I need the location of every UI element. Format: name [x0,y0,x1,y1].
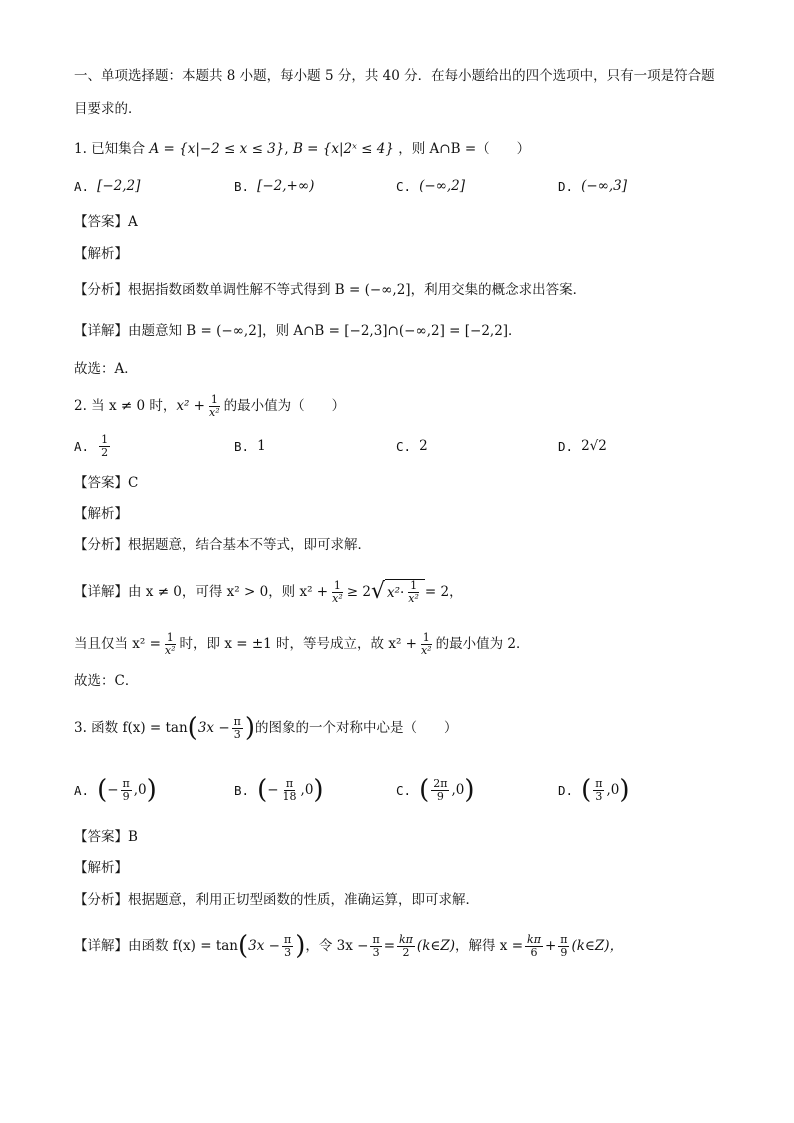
q1-xiangjie: 【详解】由题意知 B = (−∞,2]，则 A∩B = [−2,3]∩(−∞,2] = [−2,2]． [74,323,522,339]
fraction-numerator: 1 [410,579,418,592]
q3-pi-over-3 [282,934,293,959]
q2-select: 故选：C． [74,673,139,689]
q2-fraction [207,394,222,419]
left-paren: ( [419,775,430,805]
fraction-denominator: x² [164,643,176,657]
fraction-numerator: π [560,932,568,946]
q3-prefix: 3. 函数 f(x) = tan [74,720,188,736]
option-tail: ,0 [133,782,147,798]
option-letter: C. [396,782,412,798]
option-letter: D. [558,782,574,798]
q2-option-b[interactable] [234,428,266,464]
q2-xiangjie-c: = 2， [424,584,463,600]
q3-fenxi: 【分析】根据题意，利用正切型函数的性质，准确运算，即可求解． [74,892,479,908]
q1-option-d[interactable] [558,168,627,204]
q3-inner-head: 3x − [248,938,280,954]
right-paren: ) [295,931,306,961]
fraction-numerator: 1 [210,392,218,406]
q2-equal-a: 当且仅当 x² = [74,636,161,652]
fraction-denominator: 3 [284,945,292,959]
option-tail: ,0 [606,782,620,798]
q3-pi-over-3-b [370,934,381,959]
left-paren: ( [97,775,108,805]
fraction-denominator: x² [420,643,432,657]
option-text: 2 [419,438,428,454]
section-heading-line2: 目要求的． [74,101,142,117]
q2-option-a[interactable] [74,428,112,464]
option-letter: D. [558,178,574,194]
q1-option-a[interactable] [74,168,140,204]
option-sign: − [267,782,279,798]
q3-kpi-over-6 [525,934,543,959]
q1-option-c[interactable] [396,168,465,204]
option-letter: C. [396,178,412,194]
radical-sign: √ [370,579,385,604]
fraction-numerator: kπ [399,932,413,946]
q1-fenxi: 【分析】根据指数函数单调性解不等式得到 B = (−∞,2]，利用交集的概念求出答案． [74,282,587,298]
fraction-numerator: π [595,776,603,790]
q3-stem [74,706,458,750]
q2-equal-fraction-2 [419,632,434,657]
fraction-denominator: 3 [595,789,603,803]
q3-option-d[interactable] [558,770,630,810]
q3-plus: + [544,938,557,954]
option-text: 2√2 [581,438,607,454]
option-letter: A. [74,178,90,194]
option-letter: B. [234,438,250,454]
option-sign: − [107,782,119,798]
fraction-denominator: 9 [122,789,130,803]
q2-answer: 【答案】C [74,475,139,491]
q2-prefix: 2. 当 x ≠ 0 时， [74,398,177,414]
q3-ask: 的图象的一个对称中心是（ ） [255,720,458,736]
q2-stem [74,388,345,424]
option-fraction [121,778,132,803]
fraction-numerator: π [372,932,380,946]
q2-expr-head: x² + [176,398,205,414]
q3-xiangjie-b: ，令 3x − [305,938,369,954]
section-heading-line1: 一、单项选择题：本题共 8 小题，每小题 5 分，共 40 分．在每小题给出的四个选项中，只有一项是符合题 [74,68,715,84]
option-letter: A. [74,782,90,798]
fraction-numerator: π [285,776,294,790]
q1-prefix: 1. 已知集合 [74,141,146,157]
q3-answer: 【答案】B [74,829,138,845]
fraction-denominator: 9 [436,789,444,803]
fraction-denominator: 6 [530,945,538,959]
option-fraction [431,778,449,803]
fraction-denominator: 9 [560,945,568,959]
q3-xiangjie [74,924,623,968]
left-paren: ( [238,931,249,961]
q3-xiangjie-c: = [383,938,396,954]
option-letter: A. [74,438,90,454]
q2-analysis-label: 【解析】 [74,506,128,522]
q2-ask: 的最小值为（ ） [223,398,346,414]
option-fraction [593,778,604,803]
q2-xiangjie-fraction [330,580,345,605]
option-text: 1 [257,438,266,454]
q1-answer: 【答案】A [74,214,138,230]
square-root [371,579,425,605]
fraction-numerator: 1 [333,578,341,592]
option-letter: C. [396,438,412,454]
fraction-numerator: π [283,932,292,946]
q3-kz: (k∈Z) [416,938,456,954]
fraction-numerator: 2π [433,776,448,790]
right-paren: ) [464,775,475,805]
q2-fenxi: 【分析】根据题意，结合基本不等式，即可求解． [74,537,371,553]
radicand-fraction [406,580,421,605]
q3-kpi-over-2 [397,934,415,959]
q2-equal-b: 时，即 x = ±1 时，等号成立，故 x² + [179,636,417,652]
q1-set-b: B = {x|2ˣ ≤ 4} [292,141,394,157]
q3-xiangjie-e: (k∈Z)， [571,938,624,954]
q2-xiangjie-b: ≥ 2 [346,584,371,600]
q3-option-c[interactable] [396,770,475,810]
fraction-numerator: kπ [527,932,541,946]
fraction-denominator: 18 [282,789,297,803]
q1-select: 故选：A． [74,361,138,377]
fraction-numerator: 1 [422,630,430,644]
fraction-numerator: 1 [101,432,109,446]
right-paren: ) [244,713,256,743]
option-fraction [99,434,110,459]
q2-equal-fraction [163,632,178,657]
q2-option-d[interactable] [558,428,607,464]
fraction-denominator: 2 [101,445,109,459]
option-text: [−2,+∞) [257,178,315,194]
q3-xiangjie-d: ，解得 x = [455,938,524,954]
q3-option-a[interactable] [74,770,157,810]
q3-option-b[interactable] [234,770,324,810]
option-fraction [281,778,299,803]
q3-xiangjie-a: 【详解】由函数 f(x) = tan [74,938,238,954]
q3-pi-over-3 [232,716,243,741]
option-letter: D. [558,438,574,454]
option-text: (−∞,3] [581,178,628,194]
fraction-numerator: π [233,714,241,728]
fraction-denominator: x² [209,405,220,419]
fraction-numerator: π [122,776,130,790]
q2-xiangjie-a: 【详解】由 x ≠ 0，可得 x² > 0，则 x² + [74,584,329,600]
q2-option-c[interactable] [396,428,428,464]
option-letter: B. [234,178,250,194]
right-paren: ) [619,775,630,805]
q3-analysis-label: 【解析】 [74,860,128,876]
q1-ask: ，则 A∩B =（ ） [398,141,531,157]
q1-stem: 1. 已知集合 A = {x|−2 ≤ x ≤ 3}, B = {x|2ˣ ≤ 4} ，则 A∩B =（ ） [74,141,531,157]
radicand: x² · $\frac{1}{\text{x²}}$ [385,579,425,605]
q1-set-a: A = {x|−2 ≤ x ≤ 3} [149,141,285,157]
left-paren: ( [187,713,198,743]
q3-inner-head: 3x − [197,720,230,736]
fraction-denominator: 3 [233,727,241,741]
right-paren: ) [313,775,324,805]
option-letter: B. [234,782,250,798]
q2-xiangjie [74,572,463,612]
option-text: (−∞,2] [419,178,466,194]
q2-equal-c: 的最小值为 2． [435,636,530,652]
fraction-denominator: 2 [402,945,410,959]
q1-analysis-label: 【解析】 [74,246,128,262]
fraction-numerator: 1 [166,630,174,644]
fraction-denominator: 3 [372,945,380,959]
right-paren: ) [146,775,157,805]
fraction-denominator: x² [332,591,343,605]
option-tail: ,0 [451,782,465,798]
option-text: [−2,2] [97,178,141,194]
left-paren: ( [257,775,268,805]
radicand-x2: x² [386,584,400,601]
fraction-denominator: x² [408,592,419,605]
q2-equality [74,624,529,664]
left-paren: ( [581,775,592,805]
option-tail: ,0 [300,782,314,798]
q3-pi-over-9 [558,934,569,959]
q1-option-b[interactable] [234,168,314,204]
